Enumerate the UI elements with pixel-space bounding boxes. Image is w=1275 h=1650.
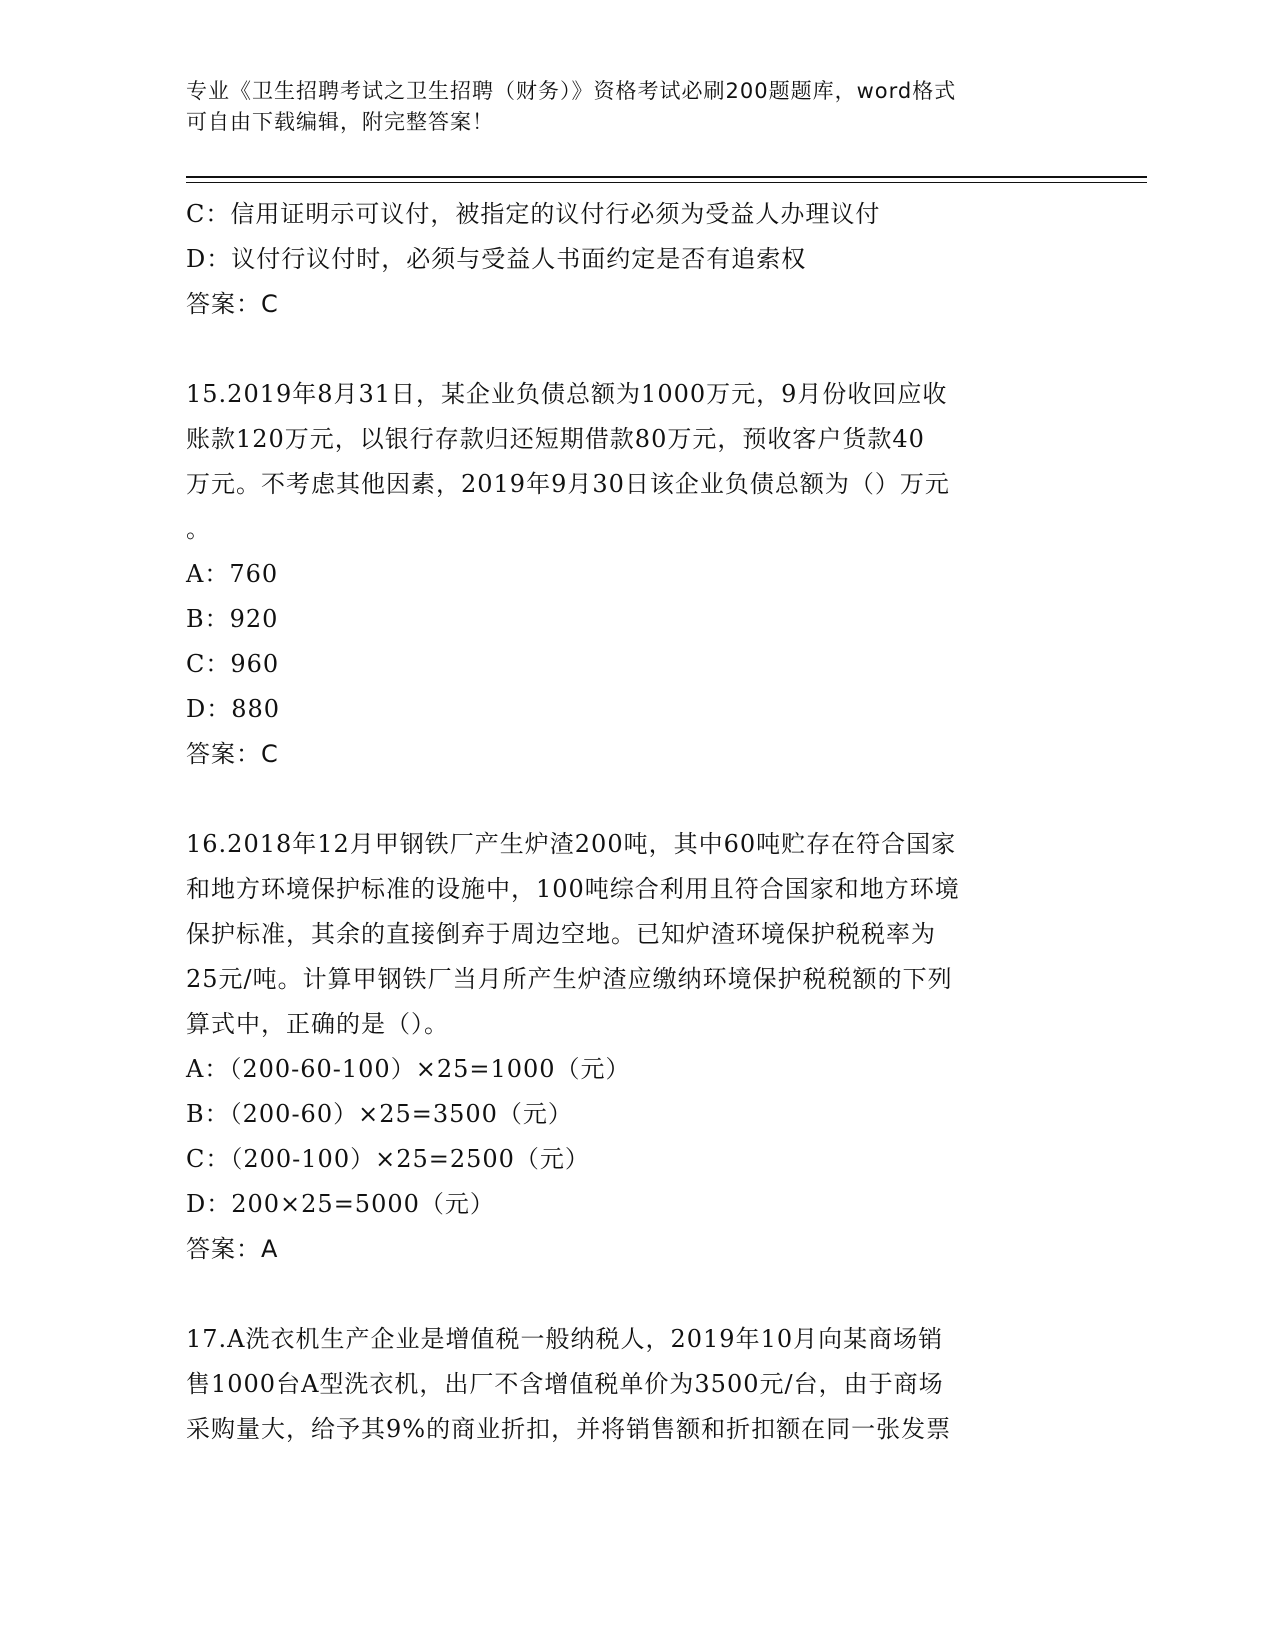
question-text-line: 万元。不考虑其他因素，2019年9月30日该企业负债总额为（）万元	[186, 470, 950, 498]
option-a: A：（200-60-100）×25=1000（元）	[186, 1055, 631, 1083]
previous-question-tail	[186, 192, 1086, 327]
option-b: B：920	[186, 605, 279, 633]
spacer	[186, 327, 1086, 372]
question-text-line: 。	[186, 515, 211, 543]
question-text-line: 保护标准，其余的直接倒弃于周边空地。已知炉渣环境保护税税率为	[186, 920, 936, 948]
option-c: C：（200-100）×25=2500（元）	[186, 1145, 590, 1173]
document-header	[186, 76, 1086, 138]
question-15	[186, 372, 1086, 777]
option-a: A：760	[186, 560, 279, 588]
option-c: C：960	[186, 650, 280, 678]
question-text-line: 采购量大，给予其9%的商业折扣，并将销售额和折扣额在同一张发票	[186, 1415, 952, 1443]
question-17	[186, 1317, 1086, 1452]
option-b: B：（200-60）×25=3500（元）	[186, 1100, 573, 1128]
option-c: C：信用证明示可议付，被指定的议付行必须为受益人办理议付	[186, 200, 881, 228]
question-text-line: 16.2018年12月甲钢铁厂产生炉渣200吨，其中60吨贮存在符合国家	[186, 830, 957, 858]
header-title-line-1: 专业《卫生招聘考试之卫生招聘（财务）》资格考试必刷200题题库，word格式	[186, 79, 957, 103]
question-text-line: 和地方环境保护标准的设施中，100吨综合利用且符合国家和地方环境	[186, 875, 960, 903]
spacer	[186, 777, 1086, 822]
question-text-line: 售1000台A型洗衣机，出厂不含增值税单价为3500元/台，由于商场	[186, 1370, 944, 1398]
question-text-line: 25元/吨。计算甲钢铁厂当月所产生炉渣应缴纳环境保护税税额的下列	[186, 965, 953, 993]
header-divider-thin	[186, 182, 1147, 183]
option-d: D：880	[186, 695, 281, 723]
option-d: D：议付行议付时，必须与受益人书面约定是否有追索权	[186, 245, 807, 273]
question-text-line: 算式中，正确的是（）。	[186, 1010, 449, 1038]
answer-line: 答案：A	[186, 1235, 279, 1263]
document-body	[186, 192, 1086, 1452]
question-text-line: 账款120万元，以银行存款归还短期借款80万元，预收客户货款40	[186, 425, 925, 453]
header-divider-thick	[186, 176, 1147, 178]
option-d: D：200×25=5000（元）	[186, 1190, 495, 1218]
answer-line: 答案：C	[186, 290, 279, 318]
question-text-line: 17.A洗衣机生产企业是增值税一般纳税人，2019年10月向某商场销	[186, 1325, 944, 1353]
answer-line: 答案：C	[186, 740, 279, 768]
spacer	[186, 1272, 1086, 1317]
header-title-line-2: 可自由下载编辑，附完整答案！	[186, 110, 494, 134]
question-text-line: 15.2019年8月31日，某企业负债总额为1000万元，9月份收回应收	[186, 380, 948, 408]
question-16	[186, 822, 1086, 1272]
